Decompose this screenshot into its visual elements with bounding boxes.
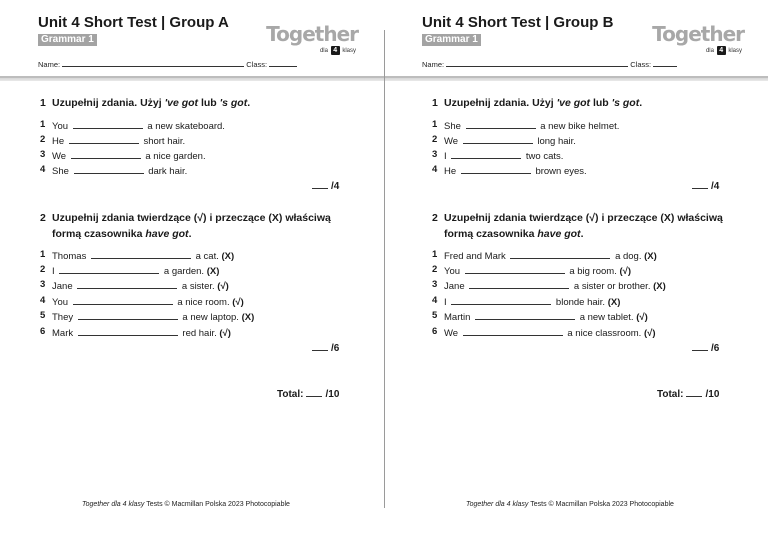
- question-1-title: 1 Uzupełnij zdania. Użyj 've got lub 's got.: [40, 97, 251, 109]
- question-2-title-line-2: formą czasownika have got.: [444, 228, 584, 240]
- list-item: 3 We a nice garden.: [40, 149, 206, 162]
- list-item: 1 You a new skateboard.: [40, 119, 225, 132]
- answer-blank[interactable]: [77, 279, 177, 289]
- answer-blank[interactable]: [469, 279, 569, 289]
- list-item: 3 Jane a sister or brother. (X): [432, 279, 666, 292]
- answer-blank[interactable]: [466, 119, 536, 129]
- class-label: Class:: [246, 60, 268, 69]
- section-label: Grammar 1: [422, 34, 481, 46]
- answer-blank[interactable]: [463, 326, 563, 336]
- list-item: 5 Martin a new tablet. (√): [432, 310, 648, 323]
- list-item: 1 Fred and Mark a dog. (X): [432, 249, 657, 262]
- logo-tagline: dla 4 klasy: [319, 47, 356, 55]
- question-2-title: 2 Uzupełnij zdania twierdzące (√) i przeczące (X) właściwą: [40, 212, 331, 224]
- total-score: Total: /10: [277, 389, 340, 400]
- answer-blank[interactable]: [78, 310, 178, 320]
- list-item: 2 I a garden. (X): [40, 264, 220, 277]
- question-2-title-line-2: formą czasownika have got.: [52, 228, 192, 240]
- list-item: 4 I blonde hair. (X): [432, 295, 621, 308]
- question-1-score: /4: [312, 179, 339, 192]
- total-blank[interactable]: [306, 387, 322, 397]
- answer-blank[interactable]: [71, 149, 141, 159]
- class-field[interactable]: [269, 59, 297, 67]
- total-blank[interactable]: [686, 387, 702, 397]
- page-footer: Together dla 4 klasy Tests © Macmillan Polska 2023 Photocopiable: [466, 501, 674, 508]
- list-item: 4 She dark hair.: [40, 164, 188, 177]
- answer-blank[interactable]: [463, 134, 533, 144]
- question-2-score: /6: [312, 341, 339, 354]
- name-class-row: [422, 59, 677, 69]
- question-2-score: /6: [692, 341, 719, 354]
- total-score: Total: /10: [657, 389, 720, 400]
- answer-blank[interactable]: [73, 119, 143, 129]
- answer-blank[interactable]: [91, 249, 191, 259]
- answer-blank[interactable]: [78, 326, 178, 336]
- together-logo: [654, 22, 744, 56]
- list-item: 3 Jane a sister. (√): [40, 279, 229, 292]
- logo-wordmark: Together: [652, 22, 744, 46]
- list-item: 4 He brown eyes.: [432, 164, 587, 177]
- answer-blank[interactable]: [510, 249, 610, 259]
- answer-blank[interactable]: [74, 164, 144, 174]
- name-label: Name:: [422, 60, 445, 69]
- score-blank[interactable]: [692, 179, 708, 189]
- name-field[interactable]: [446, 59, 628, 67]
- question-1-title: 1 Uzupełnij zdania. Użyj 've got lub 's got.: [432, 97, 643, 109]
- score-blank[interactable]: [312, 341, 328, 351]
- page-footer: Together dla 4 klasy Tests © Macmillan Polska 2023 Photocopiable: [82, 501, 290, 508]
- list-item: 6 We a nice classroom. (√): [432, 326, 656, 339]
- page-title: Unit 4 Short Test | Group A: [38, 14, 229, 31]
- list-item: 1 She a new bike helmet.: [432, 119, 620, 132]
- class-label: Class:: [630, 60, 652, 69]
- class-field[interactable]: [653, 59, 677, 67]
- score-blank[interactable]: [312, 179, 328, 189]
- answer-blank[interactable]: [465, 264, 565, 274]
- answer-blank[interactable]: [451, 295, 551, 305]
- list-item: 2 We long hair.: [432, 134, 576, 147]
- answer-blank[interactable]: [73, 295, 173, 305]
- name-class-row: [38, 59, 297, 69]
- list-item: 1 Thomas a cat. (X): [40, 249, 235, 262]
- question-2-title: 2 Uzupełnij zdania twierdzące (√) i przeczące (X) właściwą: [432, 212, 723, 224]
- logo-tagline: dla 4 klasy: [705, 47, 742, 55]
- list-item: 2 He short hair.: [40, 134, 186, 147]
- answer-blank[interactable]: [451, 149, 521, 159]
- list-item: 3 I two cats.: [432, 149, 564, 162]
- question-1-score: /4: [692, 179, 719, 192]
- list-item: 5 They a new laptop. (X): [40, 310, 255, 323]
- name-label: Name:: [38, 60, 61, 69]
- together-logo: [266, 22, 358, 56]
- name-field[interactable]: [62, 59, 244, 67]
- answer-blank[interactable]: [59, 264, 159, 274]
- page-title: Unit 4 Short Test | Group B: [422, 14, 614, 31]
- list-item: 2 You a big room. (√): [432, 264, 632, 277]
- test-page-group-b: [384, 0, 768, 543]
- logo-wordmark: Together: [266, 22, 358, 46]
- answer-blank[interactable]: [475, 310, 575, 320]
- list-item: 4 You a nice room. (√): [40, 295, 244, 308]
- score-blank[interactable]: [692, 341, 708, 351]
- list-item: 6 Mark red hair. (√): [40, 326, 231, 339]
- section-label: Grammar 1: [38, 34, 97, 46]
- answer-blank[interactable]: [461, 164, 531, 174]
- answer-blank[interactable]: [69, 134, 139, 144]
